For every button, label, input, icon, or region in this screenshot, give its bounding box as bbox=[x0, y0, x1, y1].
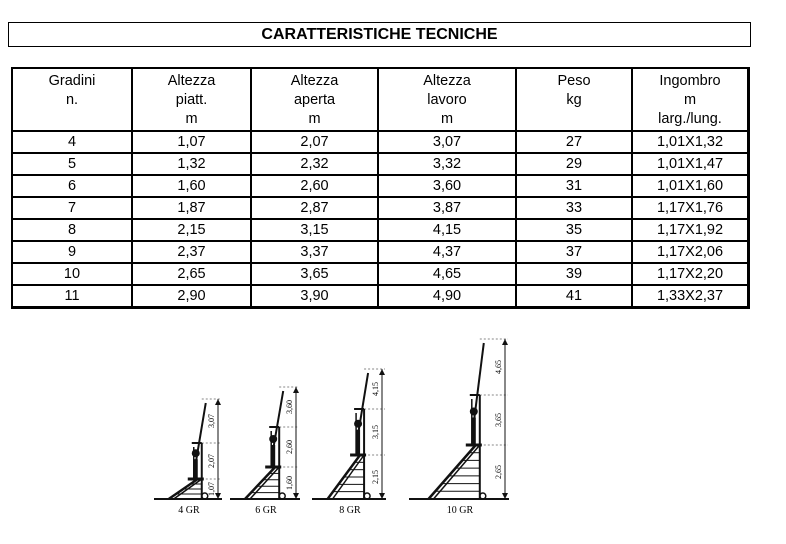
table-cell: 1,01X1,32 bbox=[633, 132, 747, 154]
table-row bbox=[13, 220, 747, 242]
table-cell: 1,01X1,60 bbox=[633, 176, 747, 198]
header-altezza-aperta: Altezza aperta m bbox=[252, 69, 379, 132]
table-row bbox=[13, 242, 747, 264]
table-cell: 2,32 bbox=[252, 154, 379, 176]
table-cell: 4 bbox=[13, 132, 133, 154]
table-cell: 2,65 bbox=[133, 264, 252, 286]
table-cell: 1,01X1,47 bbox=[633, 154, 747, 176]
table-cell: 27 bbox=[517, 132, 633, 154]
dimension-label: 4,65 bbox=[494, 360, 503, 374]
dimension-label: 2,65 bbox=[494, 465, 503, 479]
table-cell: 39 bbox=[517, 264, 633, 286]
dimension-label: 2,15 bbox=[371, 470, 380, 484]
dimension-label: 1,60 bbox=[285, 476, 294, 490]
table-cell: 1,17X2,20 bbox=[633, 264, 747, 286]
page-title: CARATTERISTICHE TECNICHE bbox=[261, 26, 498, 43]
ladder-label: 6 GR bbox=[255, 505, 277, 516]
table-cell: 1,17X1,92 bbox=[633, 220, 747, 242]
title-box bbox=[8, 22, 751, 47]
dimension-label: 3,60 bbox=[285, 400, 294, 414]
ladder-label: 4 GR bbox=[178, 505, 200, 516]
dimension-label: 3,15 bbox=[371, 425, 380, 439]
table-cell: 2,37 bbox=[133, 242, 252, 264]
table-cell: 35 bbox=[517, 220, 633, 242]
dimension-label: 3,07 bbox=[207, 414, 216, 428]
table-cell: 3,90 bbox=[252, 286, 379, 306]
table-cell: 31 bbox=[517, 176, 633, 198]
table-cell: 1,17X1,76 bbox=[633, 198, 747, 220]
table-cell: 4,37 bbox=[379, 242, 517, 264]
table-header-row bbox=[13, 69, 747, 132]
table-cell: 3,15 bbox=[252, 220, 379, 242]
header-altezza-lavoro: Altezza lavoro m bbox=[379, 69, 517, 132]
spec-table bbox=[11, 67, 750, 309]
ladder-drawing bbox=[409, 339, 509, 516]
table-cell: 6 bbox=[13, 176, 133, 198]
ladder-label: 10 GR bbox=[446, 505, 474, 516]
table-row bbox=[13, 264, 747, 286]
table-cell: 4,15 bbox=[379, 220, 517, 242]
table-body bbox=[13, 132, 747, 306]
table-cell: 1,17X2,06 bbox=[633, 242, 747, 264]
table-cell: 8 bbox=[13, 220, 133, 242]
header-peso: Peso kg bbox=[517, 69, 633, 132]
header-gradini: Gradini n. bbox=[13, 69, 133, 132]
table-cell: 3,87 bbox=[379, 198, 517, 220]
table-cell: 2,90 bbox=[133, 286, 252, 306]
dimension-label: 4,15 bbox=[371, 382, 380, 396]
dimension-label: 1,07 bbox=[207, 482, 216, 496]
table-cell: 41 bbox=[517, 286, 633, 306]
ladder-drawing bbox=[312, 369, 386, 516]
table-cell: 3,65 bbox=[252, 264, 379, 286]
table-cell: 1,60 bbox=[133, 176, 252, 198]
table-cell: 2,60 bbox=[252, 176, 379, 198]
dimension-label: 2,07 bbox=[207, 454, 216, 468]
header-altezza-piatt: Altezza piatt. m bbox=[133, 69, 252, 132]
dimension-label: 2,60 bbox=[285, 440, 294, 454]
table-cell: 2,15 bbox=[133, 220, 252, 242]
table-cell: 4,65 bbox=[379, 264, 517, 286]
header-ingombro: Ingombro m larg./lung. bbox=[633, 69, 747, 132]
table-cell: 10 bbox=[13, 264, 133, 286]
table-cell: 1,32 bbox=[133, 154, 252, 176]
ladder-figure bbox=[150, 335, 520, 535]
ladder-drawing bbox=[154, 399, 222, 516]
table-cell: 1,07 bbox=[133, 132, 252, 154]
table-cell: 3,32 bbox=[379, 154, 517, 176]
table-cell: 33 bbox=[517, 198, 633, 220]
table-cell: 1,87 bbox=[133, 198, 252, 220]
table-cell: 11 bbox=[13, 286, 133, 306]
table-cell: 2,07 bbox=[252, 132, 379, 154]
table-row bbox=[13, 176, 747, 198]
table-cell: 4,90 bbox=[379, 286, 517, 306]
ladder-drawing bbox=[230, 387, 300, 516]
table-cell: 3,60 bbox=[379, 176, 517, 198]
table-cell: 3,37 bbox=[252, 242, 379, 264]
table-cell: 5 bbox=[13, 154, 133, 176]
table-row bbox=[13, 198, 747, 220]
table-cell: 3,07 bbox=[379, 132, 517, 154]
table-cell: 37 bbox=[517, 242, 633, 264]
table-cell: 2,87 bbox=[252, 198, 379, 220]
ladder-label: 8 GR bbox=[339, 505, 361, 516]
table-cell: 7 bbox=[13, 198, 133, 220]
table-row bbox=[13, 286, 747, 306]
dimension-label: 3,65 bbox=[494, 413, 503, 427]
table-row bbox=[13, 132, 747, 154]
table-cell: 1,33X2,37 bbox=[656, 288, 724, 304]
table-cell: 9 bbox=[13, 242, 133, 264]
table-cell: 29 bbox=[517, 154, 633, 176]
table-row bbox=[13, 154, 747, 176]
